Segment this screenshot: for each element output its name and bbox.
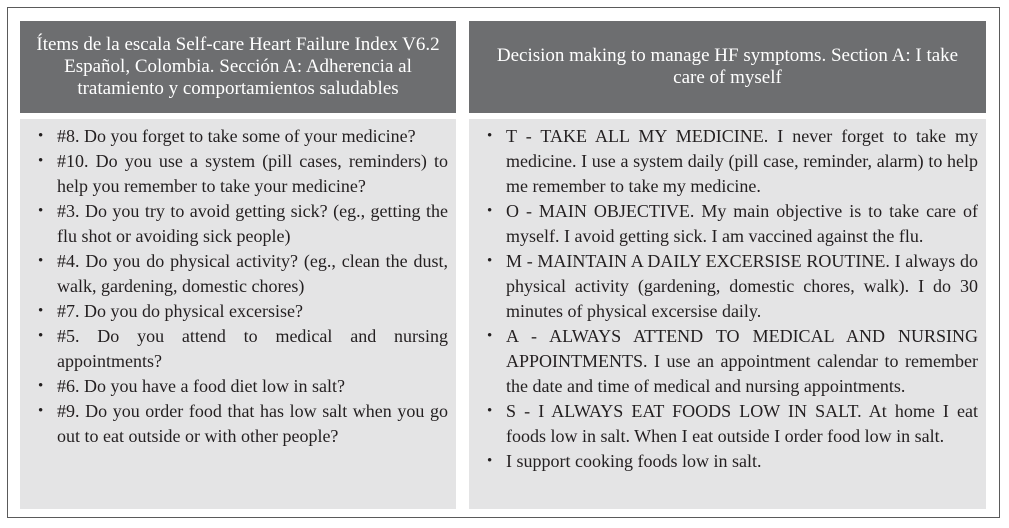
list-item-text: #8. Do you forget to take some of your medicine? (57, 126, 416, 146)
left-item-list (38, 124, 448, 449)
bullet-icon: • (38, 153, 44, 169)
list-item-text: #3. Do you try to avoid getting sick? (eg., getting the flu shot or avoiding sick people) (57, 201, 448, 246)
list-item (38, 199, 448, 249)
list-item (487, 449, 978, 474)
right-item-list (487, 124, 978, 474)
bullet-icon: • (38, 253, 44, 269)
list-item-text: #5. Do you attend to medical and nursing appointments? (57, 326, 448, 371)
list-item-text: M - MAINTAIN A DAILY EXCERSISE ROUTINE. I always do physical activity (gardening, domestic chores, walk). I do 30 minutes of physical excersise daily. (506, 251, 978, 321)
list-item (487, 249, 978, 324)
bullet-icon: • (38, 128, 44, 144)
bullet-icon: • (487, 253, 493, 269)
list-item (487, 399, 978, 449)
list-item-text: #10. Do you use a system (pill cases, reminders) to help you remember to take your medicine? (57, 151, 448, 196)
list-item (487, 124, 978, 199)
bullet-icon: • (38, 328, 44, 344)
right-header-text: Decision making to manage HF symptoms. Section A: I take care of myself (496, 45, 959, 88)
left-column (20, 21, 456, 509)
left-column-header (20, 21, 456, 113)
list-item-text: #4. Do you do physical activity? (eg., clean the dust, walk, gardening, domestic chores) (57, 251, 448, 296)
list-item (38, 324, 448, 374)
list-item (38, 124, 448, 149)
right-column-body (469, 119, 986, 509)
bullet-icon: • (487, 403, 493, 419)
bullet-icon: • (487, 128, 493, 144)
list-item (38, 374, 448, 399)
list-item (38, 249, 448, 299)
list-item-text: S - I ALWAYS EAT FOODS LOW IN SALT. At home I eat foods low in salt. When I eat outside I order food low in salt. (506, 401, 978, 446)
table-frame (7, 7, 1000, 518)
bullet-icon: • (38, 203, 44, 219)
right-column-header (469, 21, 986, 113)
list-item (38, 299, 448, 324)
bullet-icon: • (38, 403, 44, 419)
bullet-icon: • (38, 378, 44, 394)
list-item-text: #6. Do you have a food diet low in salt? (57, 376, 345, 396)
list-item (38, 399, 448, 449)
right-column (469, 21, 986, 509)
list-item-text: O - MAIN OBJECTIVE. My main objective is to take care of myself. I avoid getting sick. I am vaccined against the flu. (506, 201, 978, 246)
list-item-text: A - ALWAYS ATTEND TO MEDICAL AND NURSING APPOINTMENTS. I use an appointment calendar to remember the date and time of medical and nursing appointments. (506, 326, 978, 396)
list-item-text: I support cooking foods low in salt. (506, 451, 762, 471)
bullet-icon: • (487, 328, 493, 344)
list-item (487, 199, 978, 249)
bullet-icon: • (487, 453, 493, 469)
list-item-text: T - TAKE ALL MY MEDICINE. I never forget to take my medicine. I use a system daily (pill case, reminder, alarm) to help me remember to take my medicine. (506, 126, 978, 196)
list-item-text: #7. Do you do physical excersise? (57, 301, 303, 321)
list-item-text: #9. Do you order food that has low salt when you go out to eat outside or with other people? (57, 401, 448, 446)
list-item (38, 149, 448, 199)
left-column-body (20, 119, 456, 509)
bullet-icon: • (38, 303, 44, 319)
bullet-icon: • (487, 203, 493, 219)
left-header-text: Ítems de la escala Self-care Heart Failure Index V6.2 Español, Colombia. Sección A: Adherencia al tratamiento y comportamientos saludables (36, 34, 440, 99)
list-item (487, 324, 978, 399)
